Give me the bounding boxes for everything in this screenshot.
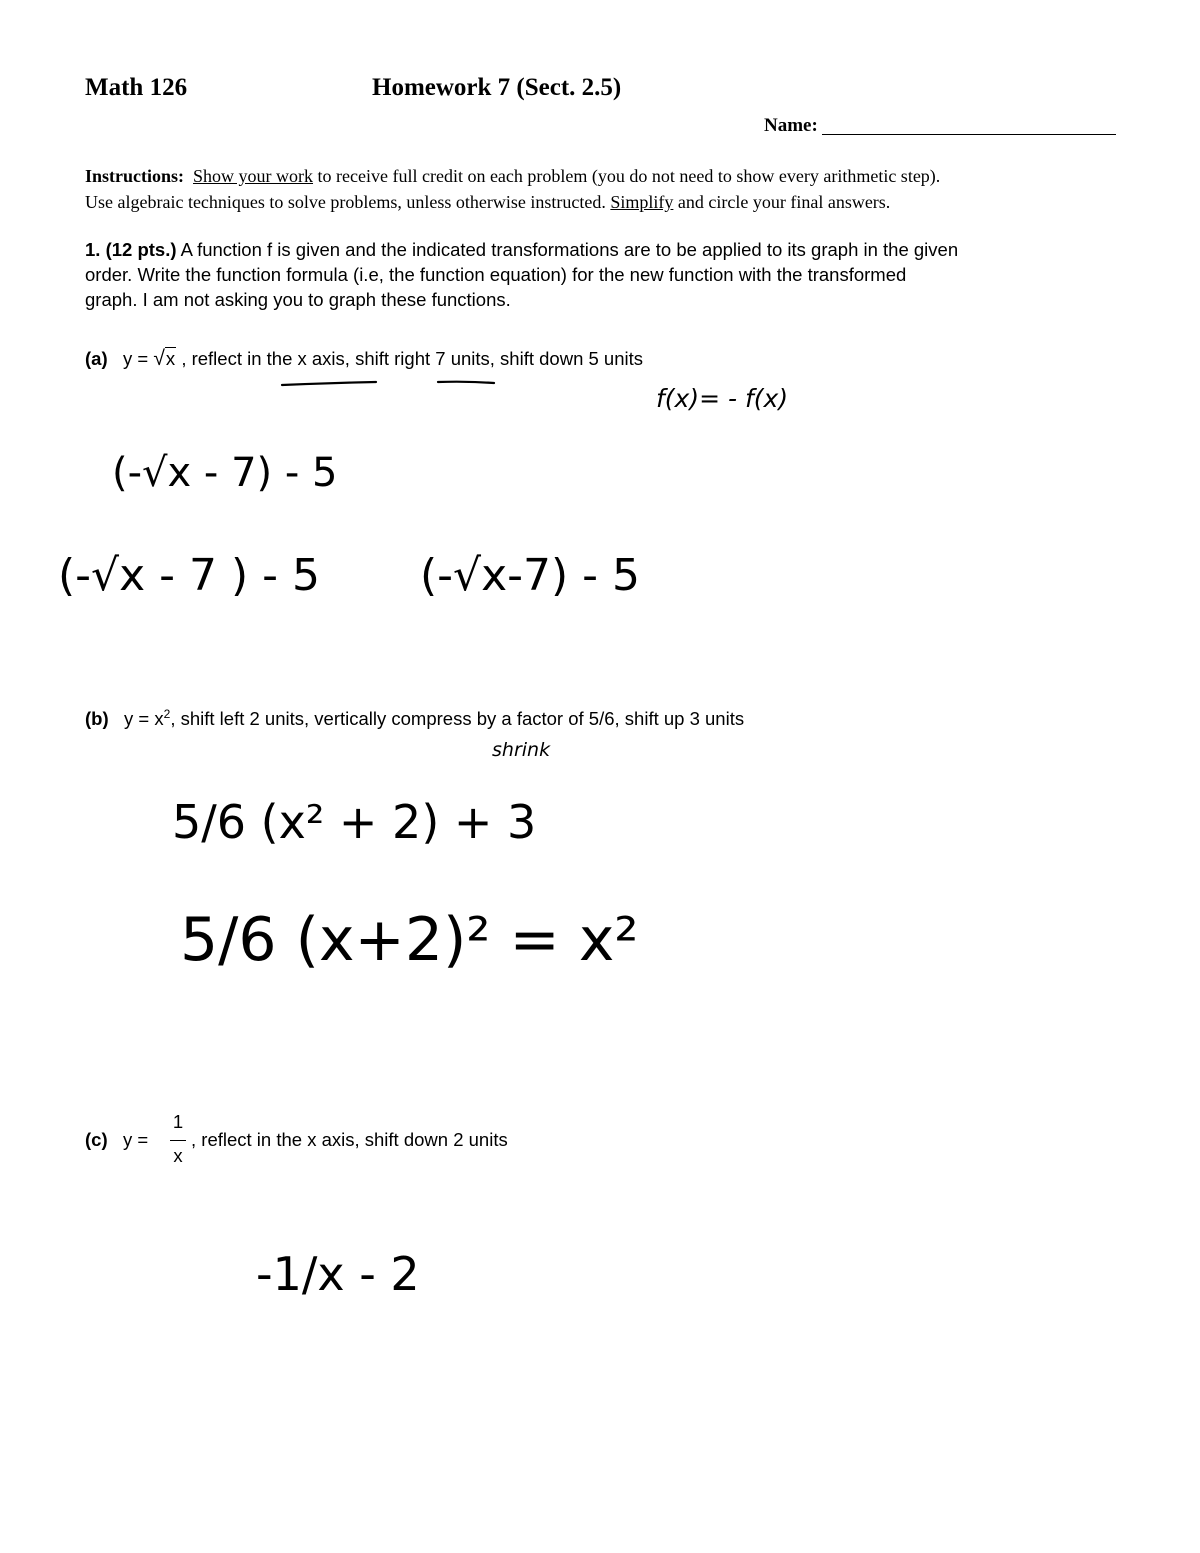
part-c-text: , reflect in the x axis, shift down 2 units — [191, 1129, 508, 1150]
hw-attempt-b2-text: 5/6 (x+2)² = x² — [180, 905, 639, 975]
part-c-numerator: 1 — [172, 1111, 184, 1132]
handwritten-attempt-a2 — [58, 550, 320, 601]
handwritten-attempt-b1 — [172, 795, 536, 849]
assignment-title: Homework 7 (Sect. 2.5) — [372, 74, 622, 101]
part-c-label: (c) — [85, 1129, 108, 1150]
problem-1-line-3: graph. I am not asking you to graph these functions. — [85, 289, 511, 310]
handwritten-attempt-a1 — [112, 450, 337, 496]
hw-attempt-a3-text: (-√x-7) - 5 — [420, 550, 640, 601]
handwritten-note-shrink — [492, 739, 551, 761]
instructions-line-2-text: Use algebraic techniques to solve problems, unless otherwise instructed. — [85, 192, 611, 212]
part-b-exponent: 2 — [163, 707, 171, 721]
handwritten-note-a — [656, 384, 788, 413]
handwritten-answer-c — [256, 1247, 420, 1301]
problem-1-line-2: order. Write the function formula (i.e, the function equation) for the new function with the transformed — [85, 264, 907, 285]
hw-answer-c-text: -1/x - 2 — [256, 1247, 420, 1301]
problem-points: (12 pts.) — [105, 239, 177, 260]
hw-shrink-text: shrink — [492, 739, 551, 761]
radical-sign: √ — [153, 347, 165, 370]
underline-x-axis — [282, 382, 376, 385]
problem-1-text-1: A function f is given and the indicated transformations are to be applied to its graph in the given — [176, 239, 959, 260]
part-b-label: (b) — [85, 708, 109, 730]
part-a-text: , reflect in the x axis, shift right 7 units, shift down 5 units — [181, 348, 643, 369]
part-a-radicand: x — [165, 348, 176, 369]
hw-attempt-a1-text: (-√x - 7) - 5 — [112, 450, 338, 496]
part-c-lhs: y = — [123, 1129, 149, 1150]
instructions-colon: : — [178, 166, 185, 186]
instructions-label: Instructions — [85, 166, 179, 186]
part-a-lhs: y = — [123, 348, 149, 369]
part-b-equation: y = x — [124, 708, 164, 730]
problem-number: 1. — [85, 239, 101, 260]
course-title: Math 126 — [85, 74, 188, 101]
show-work-emphasis: Show your work — [193, 166, 314, 186]
instructions-line-2-end: and circle your final answers. — [673, 192, 891, 212]
underline-shift-right — [438, 382, 494, 383]
part-c-denominator: x — [173, 1145, 183, 1166]
instructions-line-1-text: to receive full credit on each problem (you do not need to show every arithmetic step). — [313, 166, 941, 186]
hw-attempt-b1-text: 5/6 (x² + 2) + 3 — [172, 795, 537, 849]
name-label: Name: — [764, 115, 818, 136]
handwritten-attempt-a3 — [420, 550, 640, 601]
handwritten-attempt-b2 — [180, 905, 638, 975]
hw-attempt-a2-text: (-√x - 7 ) - 5 — [58, 550, 320, 601]
part-b-text: , shift left 2 units, vertically compress by a factor of 5/6, shift up 3 units — [170, 708, 745, 730]
part-a-label: (a) — [85, 348, 108, 369]
simplify-emphasis: Simplify — [610, 192, 674, 212]
hw-note-a-text: f(x)= - f(x) — [656, 384, 789, 413]
